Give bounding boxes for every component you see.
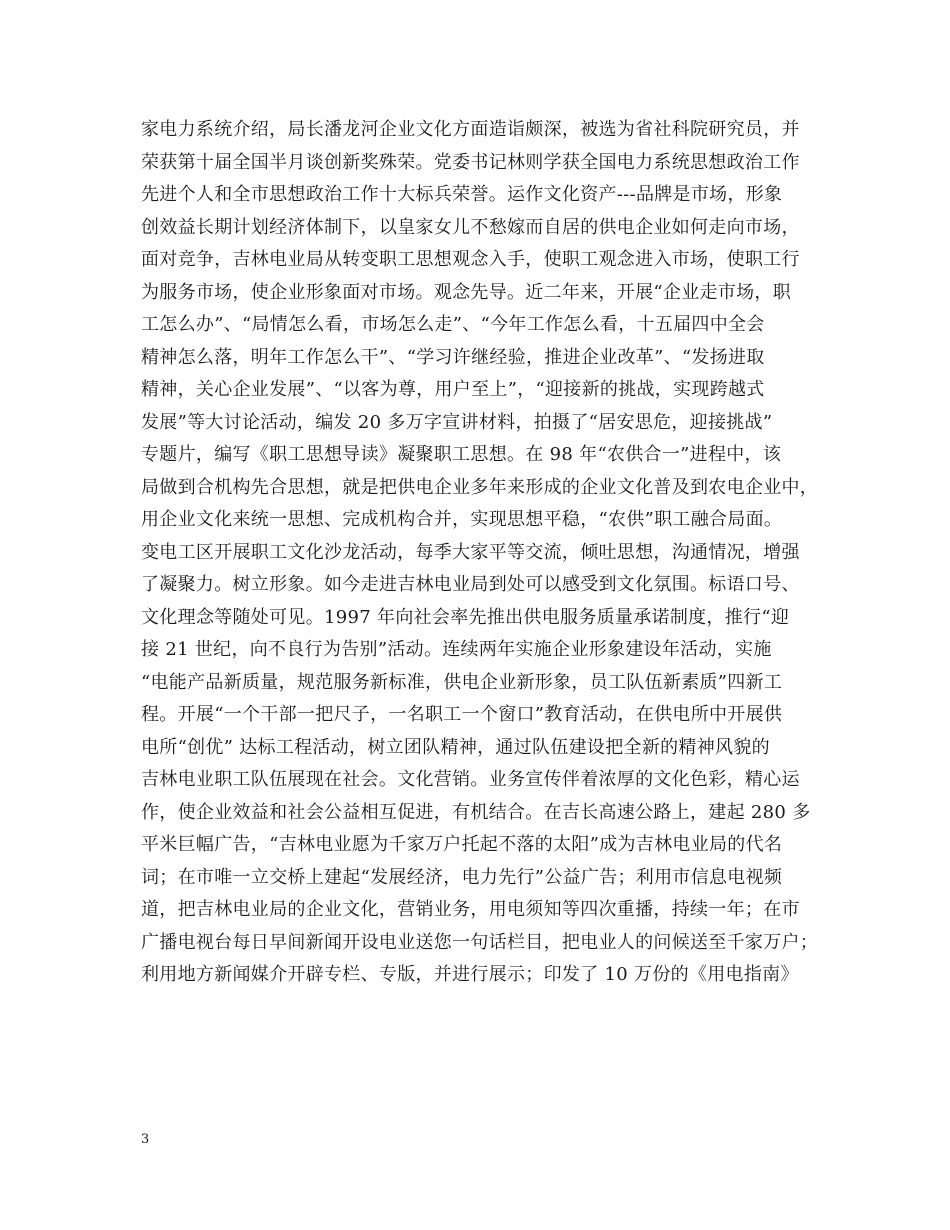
- text-line: 专题片，编写《职工思想导读》凝聚职工思想。在 98 年“农供合一”进程中，该: [141, 444, 782, 465]
- text-line: 词；在市唯一立交桥上建起“发展经济，电力先行”公益广告；利用市信息电视频: [141, 866, 783, 888]
- text-line: 接 21 世纪，向不良行为告别”活动。连续两年实施企业形象建设年活动，实施: [141, 639, 772, 660]
- text-line: 发展”等大讨论活动，编发 20 多万字宣讲材料，拍摄了“居安思危，迎接挑战”: [141, 411, 773, 433]
- text-line: 精神，关心企业发展”、“以客为尊，用户至上”，“迎接新的挑战，实现跨越式: [141, 379, 765, 400]
- text-line: 用企业文化来统一思想、完成机构合并，实现思想平稳，“农供”职工融合局面。: [141, 509, 783, 530]
- text-line: 工怎么办”、“局情怎么看，市场怎么走”、“今年工作怎么看，十五届四中全会: [141, 314, 765, 335]
- text-line: 平米巨幅广告，“吉林电业愿为千家万户托起不落的太阳”成为吉林电业局的代名: [141, 834, 783, 855]
- text-line: 荣获第十届全国半月谈创新奖殊荣。党委书记林则学获全国电力系统思想政治工作: [141, 151, 800, 173]
- text-line: 吉林电业职工队伍展现在社会。文化营销。业务宣传伴着浓厚的文化色彩，精心运: [141, 769, 800, 790]
- body-text: [141, 114, 841, 992]
- text-line: 道，把吉林电业局的企业文化，营销业务，用电须知等四次重播，持续一年；在市: [141, 899, 800, 920]
- text-line: 局做到合机构先合思想，就是把供电企业多年来形成的企业文化普及到农电企业中，: [141, 476, 819, 498]
- text-line: 了凝聚力。树立形象。如今走进吉林电业局到处可以感受到文化氛围。标语口号、: [141, 574, 800, 595]
- text-line: 精神怎么落，明年工作怎么干”、“学习许继经验，推进企业改革”、“发扬进取: [141, 346, 765, 368]
- text-line: 家电力系统介绍，局长潘龙河企业文化方面造诣颇深，被选为省社科院研究员，并: [141, 119, 800, 140]
- text-line: 电所“创优” 达标工程活动，树立团队精神，通过队伍建设把全新的精神风貌的: [141, 736, 770, 758]
- text-line: 先进个人和全市思想政治工作十大标兵荣誉。运作文化资产---品牌是市场，形象: [141, 184, 783, 205]
- text-line: 变电工区开展职工文化沙龙活动，每季大家平等交流，倾吐思想，沟通情况，增强: [141, 541, 800, 563]
- text-line: “电能产品新质量，规范服务新标准，供电企业新形象，员工队伍新素质”四新工: [141, 671, 783, 693]
- text-line: 创效益长期计划经济体制下，以皇家女儿不愁嫁而自居的供电企业如何走向市场，: [141, 216, 800, 238]
- text-line: 作，使企业效益和社会公益相互促进，有机结合。在吉长高速公路上，建起 280 多: [141, 801, 811, 823]
- text-line: 为服务市场，使企业形象面对市场。观念先导。近二年来，开展“企业走市场，职: [141, 281, 791, 303]
- text-line: 利用地方新闻媒介开辟专栏、专版，并进行展示；印发了 10 万份的《用电指南》: [141, 964, 799, 985]
- text-line: 面对竞争，吉林电业局从转变职工思想观念入手，使职工观念进入市场，使职工行: [141, 249, 800, 270]
- text-line: 程。开展“一个干部一把尺子，一名职工一个窗口”教育活动，在供电所中开展供: [141, 704, 783, 725]
- page-number: 3: [141, 1132, 150, 1147]
- text-line: 广播电视台每日早间新闻开设电业送您一句话栏目，把电业人的问候送至千家万户；: [141, 931, 819, 953]
- text-line: 文化理念等随处可见。1997 年向社会率先推出供电服务质量承诺制度，推行“迎: [141, 606, 790, 628]
